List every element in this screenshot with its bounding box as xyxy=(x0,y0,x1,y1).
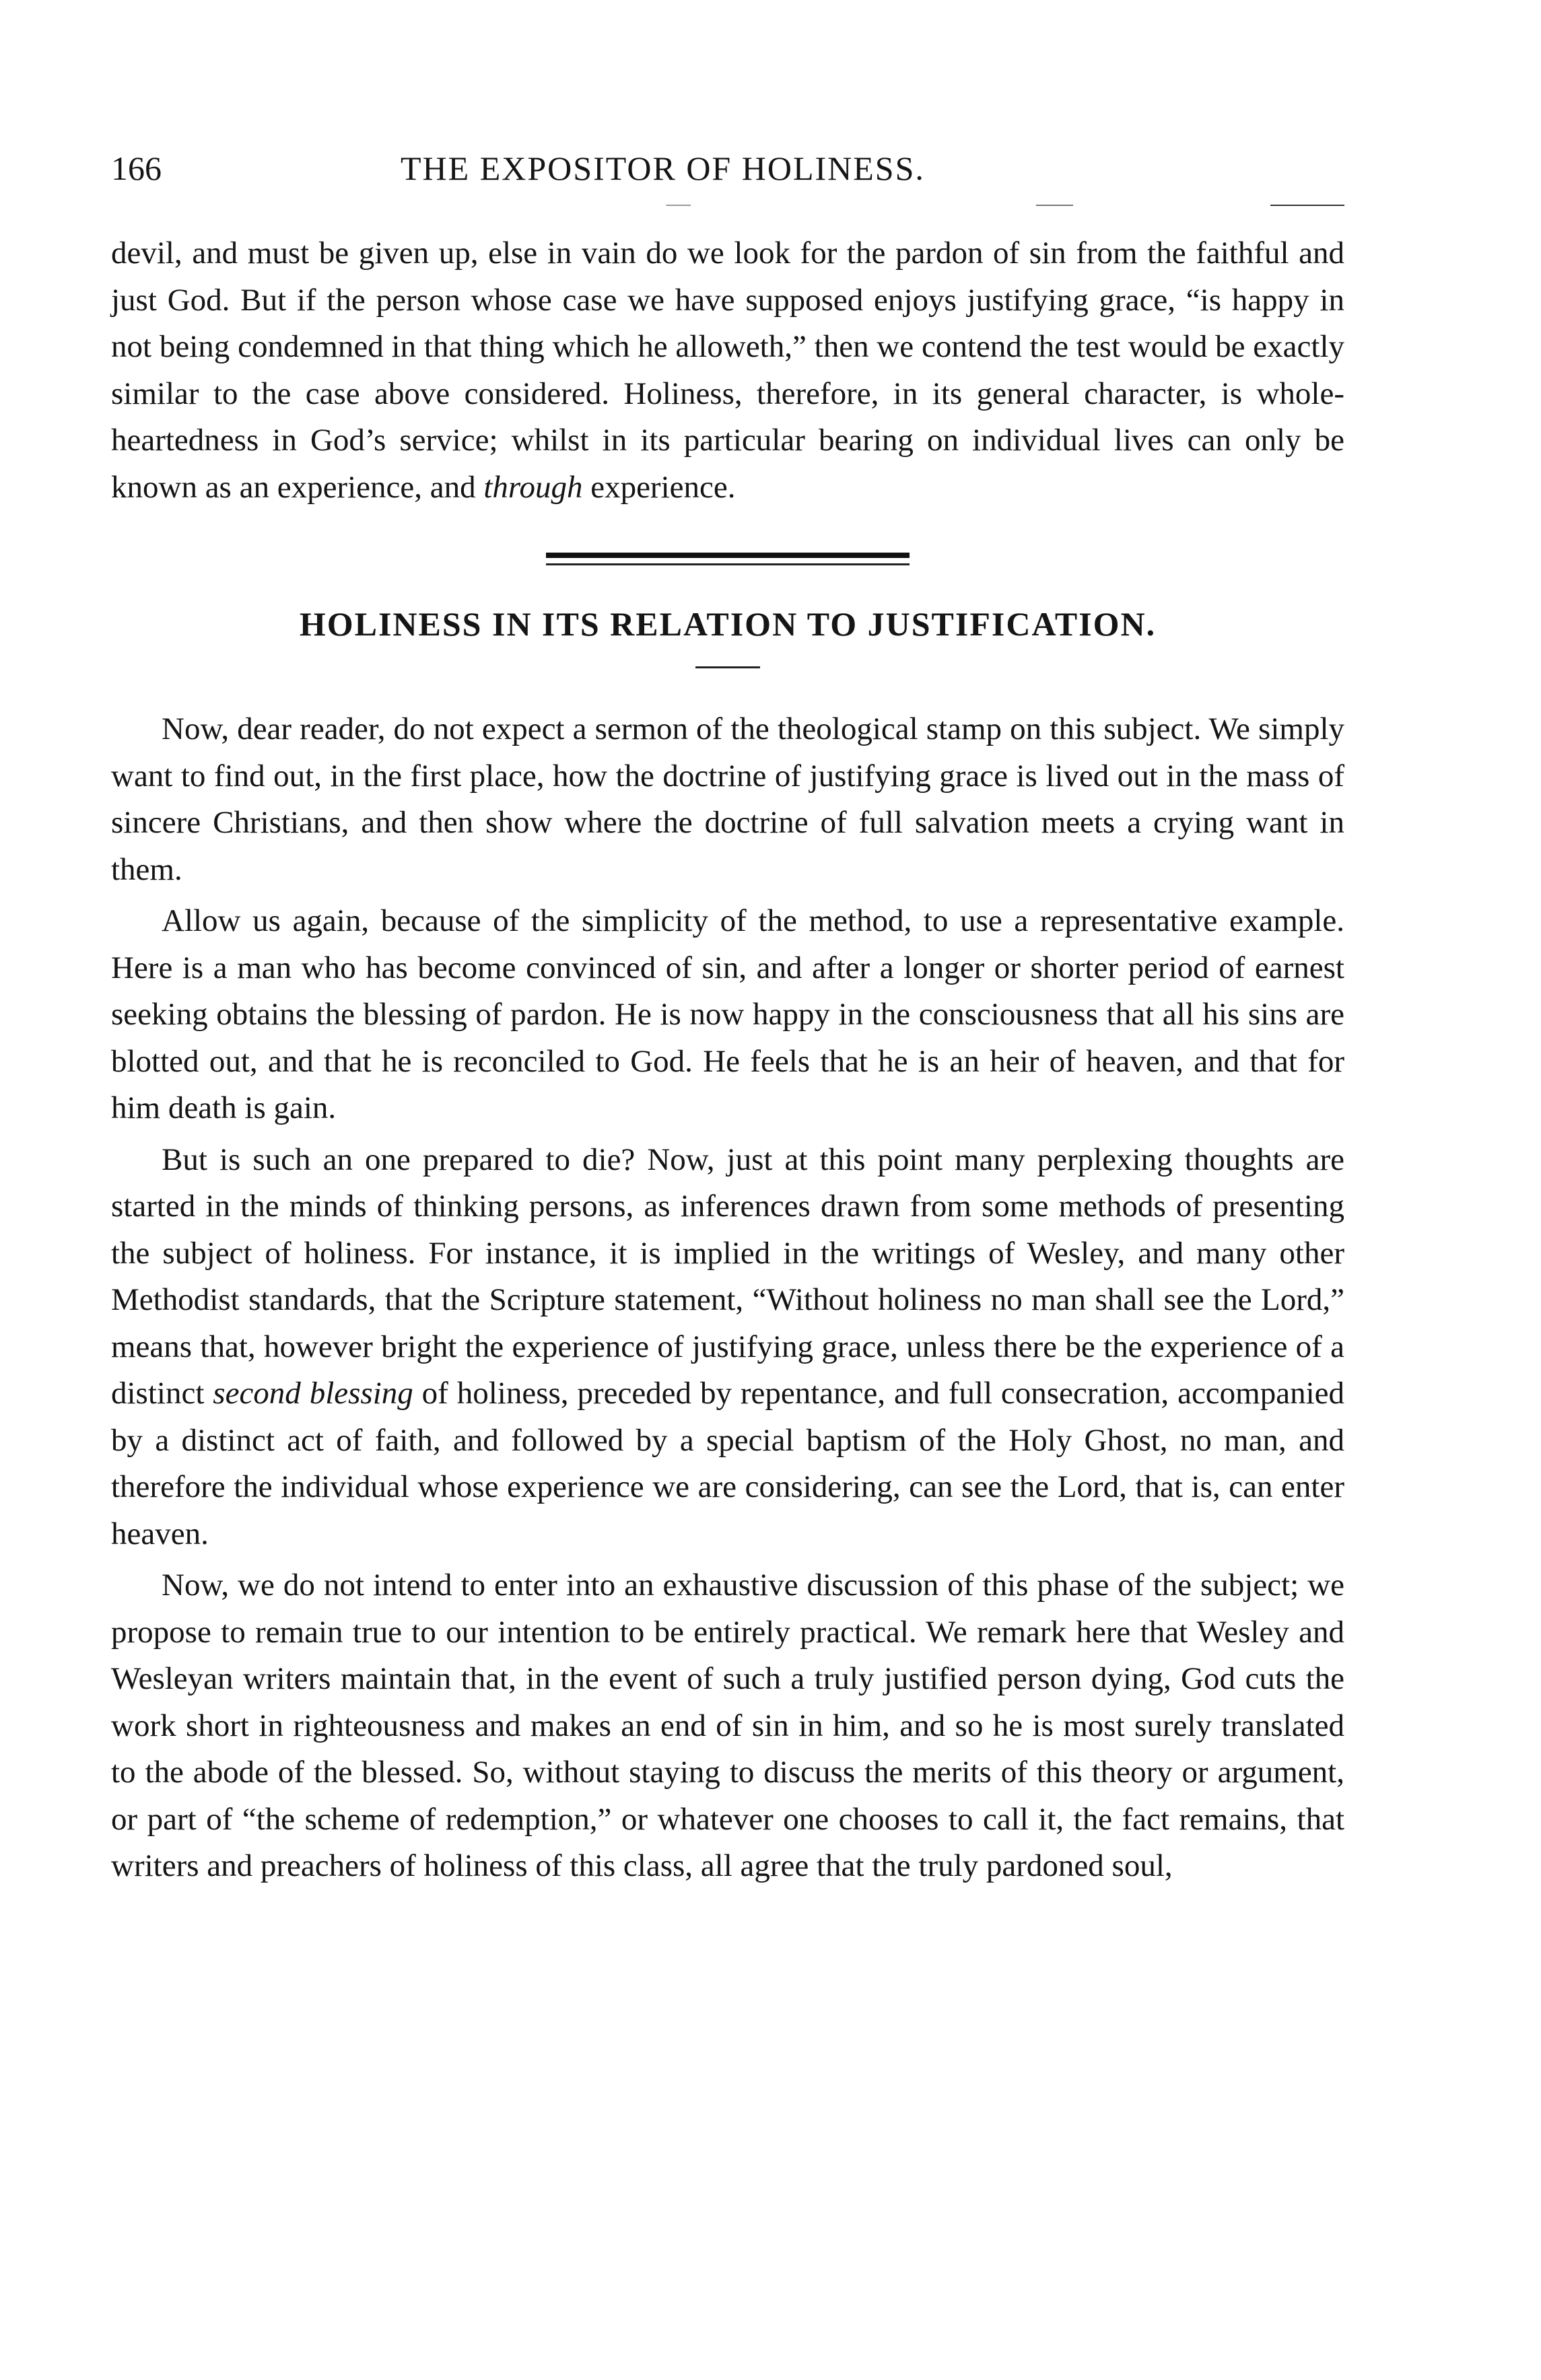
section-divider xyxy=(546,553,910,565)
emphasis-through: through xyxy=(483,469,583,505)
page-number: 166 xyxy=(111,149,162,187)
divider-thick-rule xyxy=(546,553,910,558)
divider-thin-rule xyxy=(546,563,910,565)
body-paragraph-1: Now, dear reader, do not expect a sermon of the theological stamp on this subject. We simply want to find out, in the first place, how the doctrine of justifying grace is lived out in the mass of sincere Christians, and then show where the doctrine of full salvation meets a crying want in them. xyxy=(111,711,1344,887)
heading-short-rule xyxy=(695,666,760,668)
emphasis-second-blessing: second blessing xyxy=(213,1376,413,1411)
body-paragraph-4: Now, we do not intend to enter into an exhaustive discussion of this phase of the subject; we propose to remain true to our intention to be entirely practical. We remark here that Wesley and Wesleyan writers maintain that, in the event of such a truly justified person dying, God cuts the work short in righteousness and makes an end of sin in him, and so he is most surely translated to the abode of the blessed. So, without staying to discuss the merits of this theory or argument, or part of “the scheme of redemption,” or whatever one chooses to call it, the fact remains, that writers and preachers of holiness of this class, all agree that the truly pardoned soul, xyxy=(111,1568,1344,1883)
body-paragraph-3: But is such an one prepared to die? Now, just at this point many perplexing thoughts are started in the minds of thinking persons, as inferences drawn from some methods of presenting the subject of holiness. For instance, it is implied in the writings of Wesley, and many other Methodist standards, that the Scripture statement, “Without holiness no man shall see the Lord,” means that, however bright the experience of justifying grace, unless there be the experience of a distinct second blessing of holiness, preceded by repentance, and full consecration, accompanied by a distinct act of faith, and followed by a special baptism of the Holy Ghost, no man, and therefore the individual whose experience we are considering, can see the Lord, that is, can enter heaven. xyxy=(111,1142,1345,1551)
header-rule xyxy=(111,205,1344,206)
body-paragraph-2: Allow us again, because of the simplicity of the method, to use a representative example. Here is a man who has become convinced of sin, and after a longer or shorter period of earnest seeking obtains the blessing of pardon. He is now happy in the consciousness that all his sins are blotted out, and that he is reconciled to God. He feels that he is an heir of heaven, and that for him death is gain. xyxy=(111,903,1344,1125)
section-heading: HOLINESS IN ITS RELATION TO JUSTIFICATION. xyxy=(299,605,1157,643)
opening-paragraph: devil, and must be given up, else in vain do we look for the pardon of sin from the faithful and just God. But if the person whose case we have supposed enjoys justifying grace, “is happy in not being condemned in that thing which he alloweth,” then we contend the test would be exactly similar to the case above considered. Holiness, therefore, in its general character, is whole-heartedness in God’s service; whilst in its particular bearing on individual lives can only be known as an experience, and through experience. xyxy=(111,236,1344,505)
book-page xyxy=(111,141,1344,1890)
running-title: THE EXPOSITOR OF HOLINESS. xyxy=(401,149,925,187)
running-head xyxy=(111,141,1344,195)
